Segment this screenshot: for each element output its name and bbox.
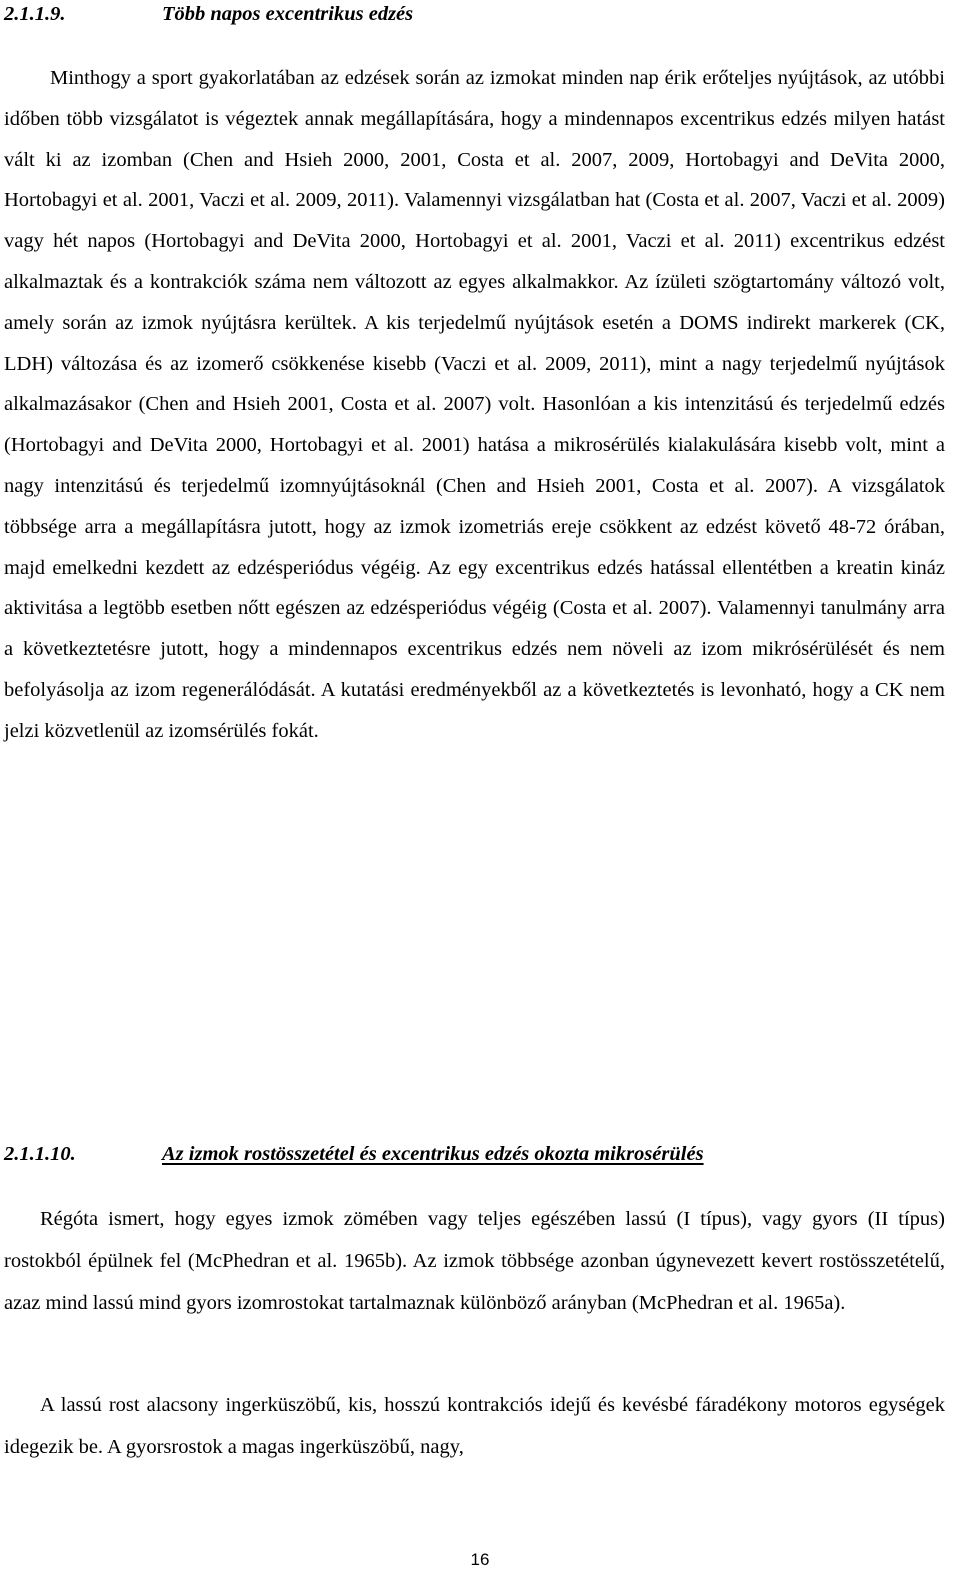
section-title: Több napos excentrikus edzés xyxy=(162,3,414,25)
section-paragraph: A lassú rost alacsony ingerküszöbű, kis, hosszú kontrakciós idejű és kevésbé fáradékony motoros egységek idegezik be. A gyorsrostok a magas ingerküszöbű, nagy, xyxy=(4,1394,945,1458)
section-paragraph: Régóta ismert, hogy egyes izmok zömében vagy teljes egészében lassú (I típus), vagy gyors (II típus) rostokból épülnek fel (McPhedran et al. 1965b). Az izmok többsége azonban úgynevezett kevert rostösszetételű, azaz mind lassú mind gyors izomrostokat tartalmaznak különböző arányban (McPhedran et al. 1965a). xyxy=(4,1208,945,1314)
section-number: 2.1.1.10. xyxy=(4,1143,76,1165)
section-number: 2.1.1.9. xyxy=(4,3,66,25)
section-heading-2-1-1-10 xyxy=(4,1144,704,1165)
section-title: Az izmok rostösszetétel és excentrikus edzés okozta mikrosérülés xyxy=(162,1143,704,1165)
section-heading-2-1-1-9 xyxy=(4,4,413,25)
section-paragraph: Minthogy a sport gyakorlatában az edzések során az izmokat minden nap érik erőteljes nyújtások, az utóbbi időben több vizsgálatot is végeztek annak megállapítására, hogy a mindennapos excentrikus edzés milyen hatást vált ki az izomban (Chen and Hsieh 2000, 2001, Costa et al. 2007, 2009, Hortobagyi and DeVita 2000, Hortobagyi et al. 2001, Vaczi et al. 2009, 2011). Valamennyi vizsgálatban hat (Costa et al. 2007, Vaczi et al. 2009) vagy hét napos (Hortobagyi and DeVita 2000, Hortobagyi et al. 2001, Vaczi et al. 2011) excentrikus edzést alkalmaztak és a kontrakciók száma nem változott az egyes alkalmakkor. Az ízületi szögtartomány változó volt, amely során az izmok nyújtásra kerültek. A kis terjedelmű nyújtások esetén a DOMS indirekt markerek (CK, LDH) változása és az izomerő csökkenése kisebb (Vaczi et al. 2009, 2011), mint a nagy terjedelmű nyújtások alkalmazásakor (Chen and Hsieh 2001, Costa et al. 2007) volt. Hasonlóan a kis intenzitású és terjedelmű edzés (Hortobagyi and DeVita 2000, Hortobagyi et al. 2001) hatása a mikrosérülés kialakulására kisebb volt, mint a nagy intenzitású és terjedelmű izomnyújtásoknál (Chen and Hsieh 2001, Costa et al. 2007). A vizsgálatok többsége arra a megállapításra jutott, hogy az izmok izometriás ereje csökkent az edzést követő 48-72 órában, majd emelkedni kezdett az edzésperiódus végéig. Az egy excentrikus edzés hatással ellentétben a kreatin kináz aktivitása a legtöbb esetben nőtt egészen az edzésperiódus végéig (Costa et al. 2007). Valamennyi tanulmány arra a következtetésre jutott, hogy a mindennapos excentrikus edzés nem növeli az izom mikrósérülését és nem befolyásolja az izom regenerálódását. A kutatási eredményekből az a következtetés is levonható, hogy a CK nem jelzi közvetlenül az izomsérülés fokát. xyxy=(4,67,945,742)
page-number: 16 xyxy=(470,1550,490,1569)
